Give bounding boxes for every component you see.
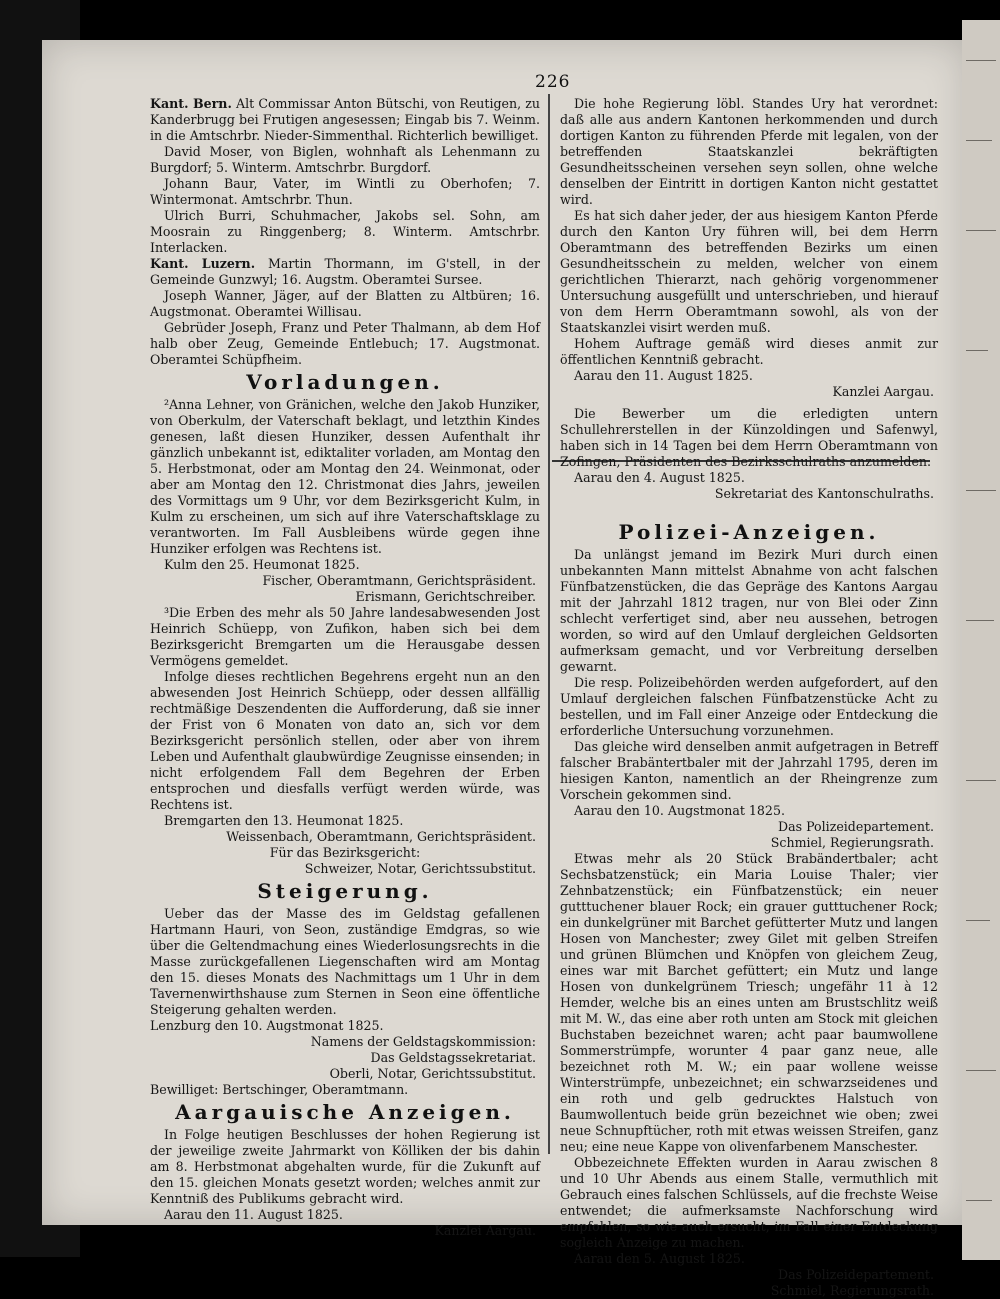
announcement-text: Hohem Auftrage gemäß wird dieses anmit zur öffentlichen Kenntniß gebracht.: [560, 336, 938, 367]
summons-text: Infolge dieses rechtlichen Begehrens ergeht nun an den abwesenden Jost Heinrich Schüepp, oder dessen allfällig rechtmäßige Deszendenten die Aufforderung, daß sie inner der Frist von 6 Monaten von dato an, sich vor dem Bezirksgericht persönlich stellen, oder aber von ihrem Leben und Aufenthalt glaubwürdige Zeugnisse einsenden; in nicht erfolgendem Fall dem Begehren der Erben entsprochen und diesfalls verfügt werden würde, was Rechtens ist.: [150, 669, 540, 812]
notice-entry: David Moser, von Biglen, wohnhaft als Lehenmann zu Burgdorf; 5. Winterm. Amtschrbr. Burgdorf.: [150, 144, 540, 175]
summons-text: ²Anna Lehner, von Gränichen, welche den Jakob Hunziker, von Oberkulm, der Vaterschaft beklagt, und letzthin Kindes genesen, laßt diesen Hunziker, dessen Aufenthalt ihr gänzlich unbekannt ist, ediktaliter vorladen, am Montag den 5. Herbstmonat, oder am Montag den 24. Weinmonat, oder aber am Montag den 12. Christmonat dies Jahrs, jeweilen des Vormittags um 9 Uhr, vor dem Bezirksgericht Kulm, in Kulm zu erscheinen, um sich auf ihre Vaterschaftsklage zu verantworten. Im Fall Ausbleibens würde gegen ihne Hunziker erfolgen was Rechtens ist.: [150, 397, 540, 556]
notice-entry: Johann Baur, Vater, im Wintli zu Oberhofen; 7. Wintermonat. Amtschrbr. Thun.: [150, 176, 540, 207]
notice-entry: Joseph Wanner, Jäger, auf der Blatten zu Altbüren; 16. Augstmonat. Oberamtei Willisau.: [150, 288, 540, 319]
column-divider: [548, 94, 550, 1154]
signature: Kanzlei Aargau.: [434, 1223, 536, 1238]
signature: Oberli, Notar, Gerichtssubstitut.: [329, 1066, 536, 1081]
signature: Das Geldstagssekretariat.: [370, 1050, 536, 1065]
summons-text: ³Die Erben des mehr als 50 Jahre landesabwesenden Jost Heinrich Schüepp, von Zufikon, haben sich bei dem Bezirksgericht Bremgarten um die Herausgabe dessen Vermögens gemeldet.: [150, 605, 540, 668]
dateline: Aarau den 4. August 1825.: [574, 470, 745, 485]
dateline: Lenzburg den 10. Augstmonat 1825.: [150, 1018, 384, 1033]
dateline: Bremgarten den 13. Heumonat 1825.: [164, 813, 404, 828]
police-notice: Obbezeichnete Effekten wurden in Aarau zwischen 8 und 10 Uhr Abends aus einem Stalle, vermuthlich mit Gebrauch eines falschen Schlüssels, auf die frechste Weise entwendet; die aufmerksamste Nachforschung wird empfohlen, so wie auch ersucht, im Fall einer Entdeckung sogleich Anzeige zu machen.: [560, 1155, 938, 1250]
announcement-text: Es hat sich daher jeder, der aus hiesigem Kanton Pferde durch den Kanton Ury führen will, bei dem Herrn Oberamtmann des betreffenden Bezirks um einen Gesundheitsschein zu melden, welcher von einem gerichtlichen Thierarzt, nach gehörig vorgenommener Untersuchung ausgefüllt und unterschrieben, und hierauf von dem Herrn Oberamtmann sowohl, als von der Staatskanzlei visirt werden muß.: [560, 208, 938, 335]
police-notice: Das gleiche wird denselben anmit aufgetragen in Betreff falscher Brabäntertbaler mit der Jahrzahl 1795, deren im hiesigen Kanton, namentlich an der Rheingrenze zum Vorschein gekommen sind.: [560, 739, 938, 802]
police-notice: Da unlängst jemand im Bezirk Muri durch einen unbekannten Mann mittelst Abnahme von acht falschen Fünfbatzenstücken, die das Gepräge des Kantons Aargau mit der Jahrzahl 1812 tragen, nur von Blei oder Zinn schlecht verfertiget sind, aber neu aussehen, betrogen worden, so wird auf den Umlauf dergleichen Geldsorten aufmerksam gemacht, und vor Verbreitung derselben gewarnt.: [560, 547, 938, 674]
dateline: Aarau den 10. Augstmonat 1825.: [574, 803, 785, 818]
signature: Das Polizeidepartement.: [778, 1267, 934, 1282]
signature: Erismann, Gerichtschreiber.: [355, 589, 536, 604]
section-heading-steigerung: Steigerung.: [257, 879, 433, 903]
police-notice: Die resp. Polizeibehörden werden aufgefordert, auf den Umlauf dergleichen falschen Fünfbatzenstücke Acht zu bestellen, und im Fall einer Anzeige oder Entdeckung die erforderliche Untersuchung vorzunehmen.: [560, 675, 938, 738]
dateline: Aarau den 5. August 1825.: [574, 1251, 745, 1266]
notice-entry: Kant. Luzern. Martin Thormann, im G'stell, in der Gemeinde Gunzwyl; 16. Augstm. Oberamtei Sursee.: [150, 256, 540, 287]
signature: Sekretariat des Kantonschulraths.: [714, 486, 934, 501]
signature: Schweizer, Notar, Gerichtssubstitut.: [304, 861, 536, 876]
announcement-text: Die Bewerber um die erledigten untern Schullehrerstellen in der Künzoldingen und Safenwyl, haben sich in 14 Tagen bei dem Herrn Oberamtmann von Zofingen, Präsidenten des Bezirksschulraths anzumelden.: [560, 406, 938, 469]
section-heading-aargauische: Aargauische Anzeigen.: [175, 1100, 515, 1124]
signature: Weissenbach, Oberamtmann, Gerichtspräsident.: [226, 829, 536, 844]
signature: Fischer, Oberamtmann, Gerichtspräsident.: [262, 573, 536, 588]
dateline: Aarau den 11. August 1825.: [574, 368, 753, 383]
signature: Namens der Geldstagskommission:: [310, 1034, 536, 1049]
adjacent-page-edge: [962, 20, 1000, 1260]
announcement-text: In Folge heutigen Beschlusses der hohen Regierung ist der jeweilige zweite Jahrmarkt von Kölliken der bis dahin am 8. Herbstmonat abgehalten wurde, für die Zukunft auf den 15. gleichen Monats gesetzt worden; welches anmit zur Kenntniß des Publikums gebracht wird.: [150, 1127, 540, 1206]
notice-entry: Gebrüder Joseph, Franz und Peter Thalmann, ab dem Hof halb ober Zeug, Gemeinde Entlebuch; 17. Augstmonat. Oberamtei Schüpfheim.: [150, 320, 540, 367]
signature: Schmiel, Regierungsrath.: [770, 835, 934, 850]
notice-entry: Ulrich Burri, Schuhmacher, Jakobs sel. Sohn, am Moosrain zu Ringgenberg; 8. Winterm. Amtschrbr. Interlacken.: [150, 208, 540, 255]
signature: Für das Bezirksgericht:: [269, 845, 421, 860]
dateline: Aarau den 11. August 1825.: [164, 1207, 343, 1222]
dateline: Kulm den 25. Heumonat 1825.: [164, 557, 360, 572]
notice-entry: Kant. Bern. Alt Commissar Anton Bütschi, von Reutigen, zu Kanderbrugg bei Frutigen angesessen; Eingab bis 7. Weinm. in die Amtschrbr. Nieder-Simmenthal. Richterlich bewilliget.: [150, 96, 540, 143]
auction-text: Ueber das der Masse des im Geldstag gefallenen Hartmann Hauri, von Seon, zuständige Emdgras, so wie über die Geltendmachung eines Wiederlosungsrechts in die Masse zurückgefallenen Liegenschaften wird am Montag den 15. dieses Monats des Nachmittags um 1 Uhr in dem Tavernenwirthshause zum Sternen in Seon eine öffentliche Steigerung gehalten werden.: [150, 906, 540, 1017]
section-heading-vorladungen: Vorladungen.: [246, 370, 444, 394]
announcement-text: Die hohe Regierung löbl. Standes Ury hat verordnet: daß alle aus andern Kantonen herkommenden und durch dortigen Kanton zu führenden Pferde mit legalen, von der betreffenden Staatskanzlei bekräftigten Gesundheitsscheinen versehen seyn sollen, ohne welche denselben der Eintritt in dortigen Kanton nicht gestattet wird.: [560, 96, 938, 207]
page-number: 226: [535, 72, 571, 92]
signature: Das Polizeidepartement.: [778, 819, 934, 834]
approval-line: Bewilliget: Bertschinger, Oberamtmann.: [150, 1082, 409, 1097]
stolen-items-list: Etwas mehr als 20 Stück Brabändertbaler; acht Sechsbatzenstück; ein Maria Louise Thaler; vier Zehnbatzenstück; ein Fünfbatzenstück; ein neuer gutttuchener blauer Rock; ein grauer gutttuchener Rock; ein dunkelgrüner mit Barchet gefütterter Mutz und langen Hosen von Manchester; zwey Gilet mit gelben Streifen und grünen Blümchen und Knöpfen von gleichem Zeug, eines war mit Barchet gefüttert; ein Mutz und lange Hosen von dunkelgrünem Triesch; ungefähr 11 à 12 Hemder, welche bis an eines unten am Brustschlitz weiß mit M. W., das eine aber roth unten am Stock mit gleichen Buchstaben bezeichnet waren; acht paar baumwollene Sommerstrümpfe, worunter 4 paar ganz neue, alle bezeichnet roth M. W.; ein paar wollene weisse Winterstrümpfe, unbezeichnet; ein schwarzseidenes und ein roth und gelb gedrucktes Halstuch von Baumwollentuch beide grün bezeichnet wie oben; zwei neue Schnupftücher, roth mit etwas weissen Streifen, ganz neu; eine neue Kappe von olivenfarbenem Manschester.: [560, 851, 938, 1154]
right-column: [560, 96, 938, 1299]
section-heading-polizei: Polizei-Anzeigen.: [618, 520, 880, 544]
left-column: [150, 96, 540, 1239]
signature: Kanzlei Aargau.: [832, 384, 934, 399]
signature: Schmiel, Regierungsrath.: [770, 1283, 934, 1298]
